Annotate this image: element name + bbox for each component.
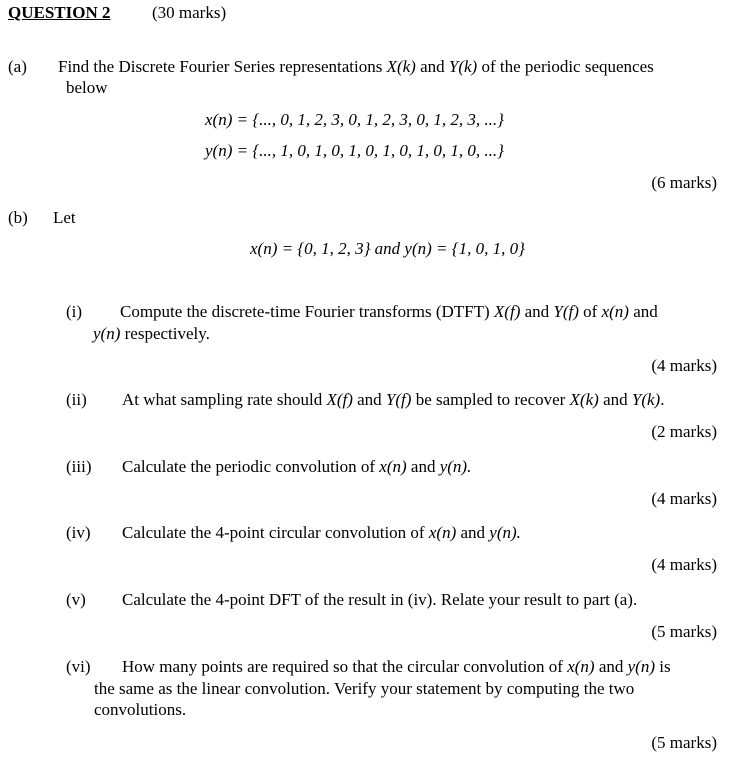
sub-iii-line1 bbox=[122, 457, 471, 477]
sub-iii-t2: and bbox=[406, 457, 440, 476]
sub-i-t2: and bbox=[520, 302, 554, 321]
part-a-label: (a) bbox=[8, 57, 27, 76]
sub-v-label: (v) bbox=[66, 590, 86, 609]
part-a-text-line2: below bbox=[66, 78, 108, 97]
sub-iv-marks: (4 marks) bbox=[651, 555, 717, 574]
sub-i-line2-t: respectively. bbox=[120, 324, 210, 343]
part-a-Xk: X(k) bbox=[386, 57, 416, 76]
sub-i-line2 bbox=[93, 324, 210, 344]
sub-i-f1: X(f) bbox=[493, 302, 521, 321]
sub-iv-f1: x(n) bbox=[428, 523, 457, 542]
part-a-text: Find the Discrete Fourier Series representations bbox=[58, 57, 387, 76]
sub-iii-t1: Calculate the periodic convolution of bbox=[122, 457, 380, 476]
sub-ii-t1: At what sampling rate should bbox=[122, 390, 327, 409]
sub-ii-t4: and bbox=[598, 390, 632, 409]
sub-i-line1 bbox=[120, 302, 658, 322]
sub-v-line1: Calculate the 4-point DFT of the result in (iv). Relate your result to part (a). bbox=[122, 590, 638, 609]
sub-iv-label: (iv) bbox=[66, 523, 91, 542]
question-title: QUESTION 2 bbox=[8, 3, 111, 22]
sub-iii-marks: (4 marks) bbox=[651, 489, 717, 508]
part-a-text-2: of the periodic sequences bbox=[477, 57, 654, 76]
part-b-intro: Let bbox=[53, 208, 76, 227]
sub-i-t3: of bbox=[578, 302, 602, 321]
sub-vi-line3: convolutions. bbox=[94, 700, 187, 719]
sub-vi-marks: (5 marks) bbox=[651, 733, 717, 752]
part-a-text-line1 bbox=[58, 57, 654, 77]
sub-ii-t3: be sampled to recover bbox=[411, 390, 570, 409]
sub-vi-f2: y(n) bbox=[627, 657, 655, 676]
part-b-label: (b) bbox=[8, 208, 28, 227]
sub-iv-f2: y(n). bbox=[489, 523, 521, 542]
sub-vi-t2: and bbox=[594, 657, 628, 676]
sub-ii-f1: X(f) bbox=[326, 390, 353, 409]
sub-ii-f3: X(k) bbox=[569, 390, 599, 409]
sub-ii-t2: and bbox=[352, 390, 386, 409]
sub-i-f3: x(n) bbox=[601, 302, 629, 321]
part-a-eq-x: x(n) = {..., 0, 1, 2, 3, 0, 1, 2, 3, 0, 1, 2, 3, ...} bbox=[205, 110, 504, 129]
sub-ii-f2: Y(f) bbox=[385, 390, 412, 409]
part-a-and: and bbox=[415, 57, 449, 76]
sub-i-f2: Y(f) bbox=[553, 302, 579, 321]
part-b-equation: x(n) = {0, 1, 2, 3} and y(n) = {1, 0, 1, 0} bbox=[250, 239, 525, 258]
part-a-marks: (6 marks) bbox=[651, 173, 717, 192]
sub-vi-line1 bbox=[122, 657, 671, 677]
sub-iii-f2: y(n). bbox=[439, 457, 472, 476]
sub-iv-t2: and bbox=[456, 523, 490, 542]
sub-ii-label: (ii) bbox=[66, 390, 87, 409]
part-a-eq-y: y(n) = {..., 1, 0, 1, 0, 1, 0, 1, 0, 1, 0, 1, 0, ...} bbox=[205, 141, 504, 160]
sub-i-marks: (4 marks) bbox=[651, 356, 717, 375]
sub-iii-label: (iii) bbox=[66, 457, 92, 476]
sub-vi-line2: the same as the linear convolution. Verify your statement by computing the two bbox=[94, 679, 635, 698]
sub-i-t4: and bbox=[628, 302, 658, 321]
sub-ii-line1 bbox=[122, 390, 664, 410]
sub-vi-label: (vi) bbox=[66, 657, 91, 676]
sub-i-t1: Compute the discrete-time Fourier transforms (DTFT) bbox=[120, 302, 494, 321]
sub-v-marks: (5 marks) bbox=[651, 622, 717, 641]
question-total-marks: (30 marks) bbox=[152, 3, 227, 22]
sub-vi-t3: is bbox=[654, 657, 671, 676]
sub-ii-f4: Y(k) bbox=[631, 390, 661, 409]
sub-iv-line1 bbox=[122, 523, 521, 543]
sub-vi-f1: x(n) bbox=[567, 657, 595, 676]
sub-iv-t1: Calculate the 4-point circular convolution of bbox=[122, 523, 429, 542]
part-a-Yk: Y(k) bbox=[448, 57, 478, 76]
sub-vi-t1: How many points are required so that the circular convolution of bbox=[122, 657, 568, 676]
sub-i-line2-f: y(n) bbox=[93, 324, 121, 343]
sub-ii-marks: (2 marks) bbox=[651, 422, 717, 441]
sub-i-label: (i) bbox=[66, 302, 83, 321]
sub-iii-f1: x(n) bbox=[379, 457, 407, 476]
sub-ii-t5: . bbox=[660, 390, 665, 409]
